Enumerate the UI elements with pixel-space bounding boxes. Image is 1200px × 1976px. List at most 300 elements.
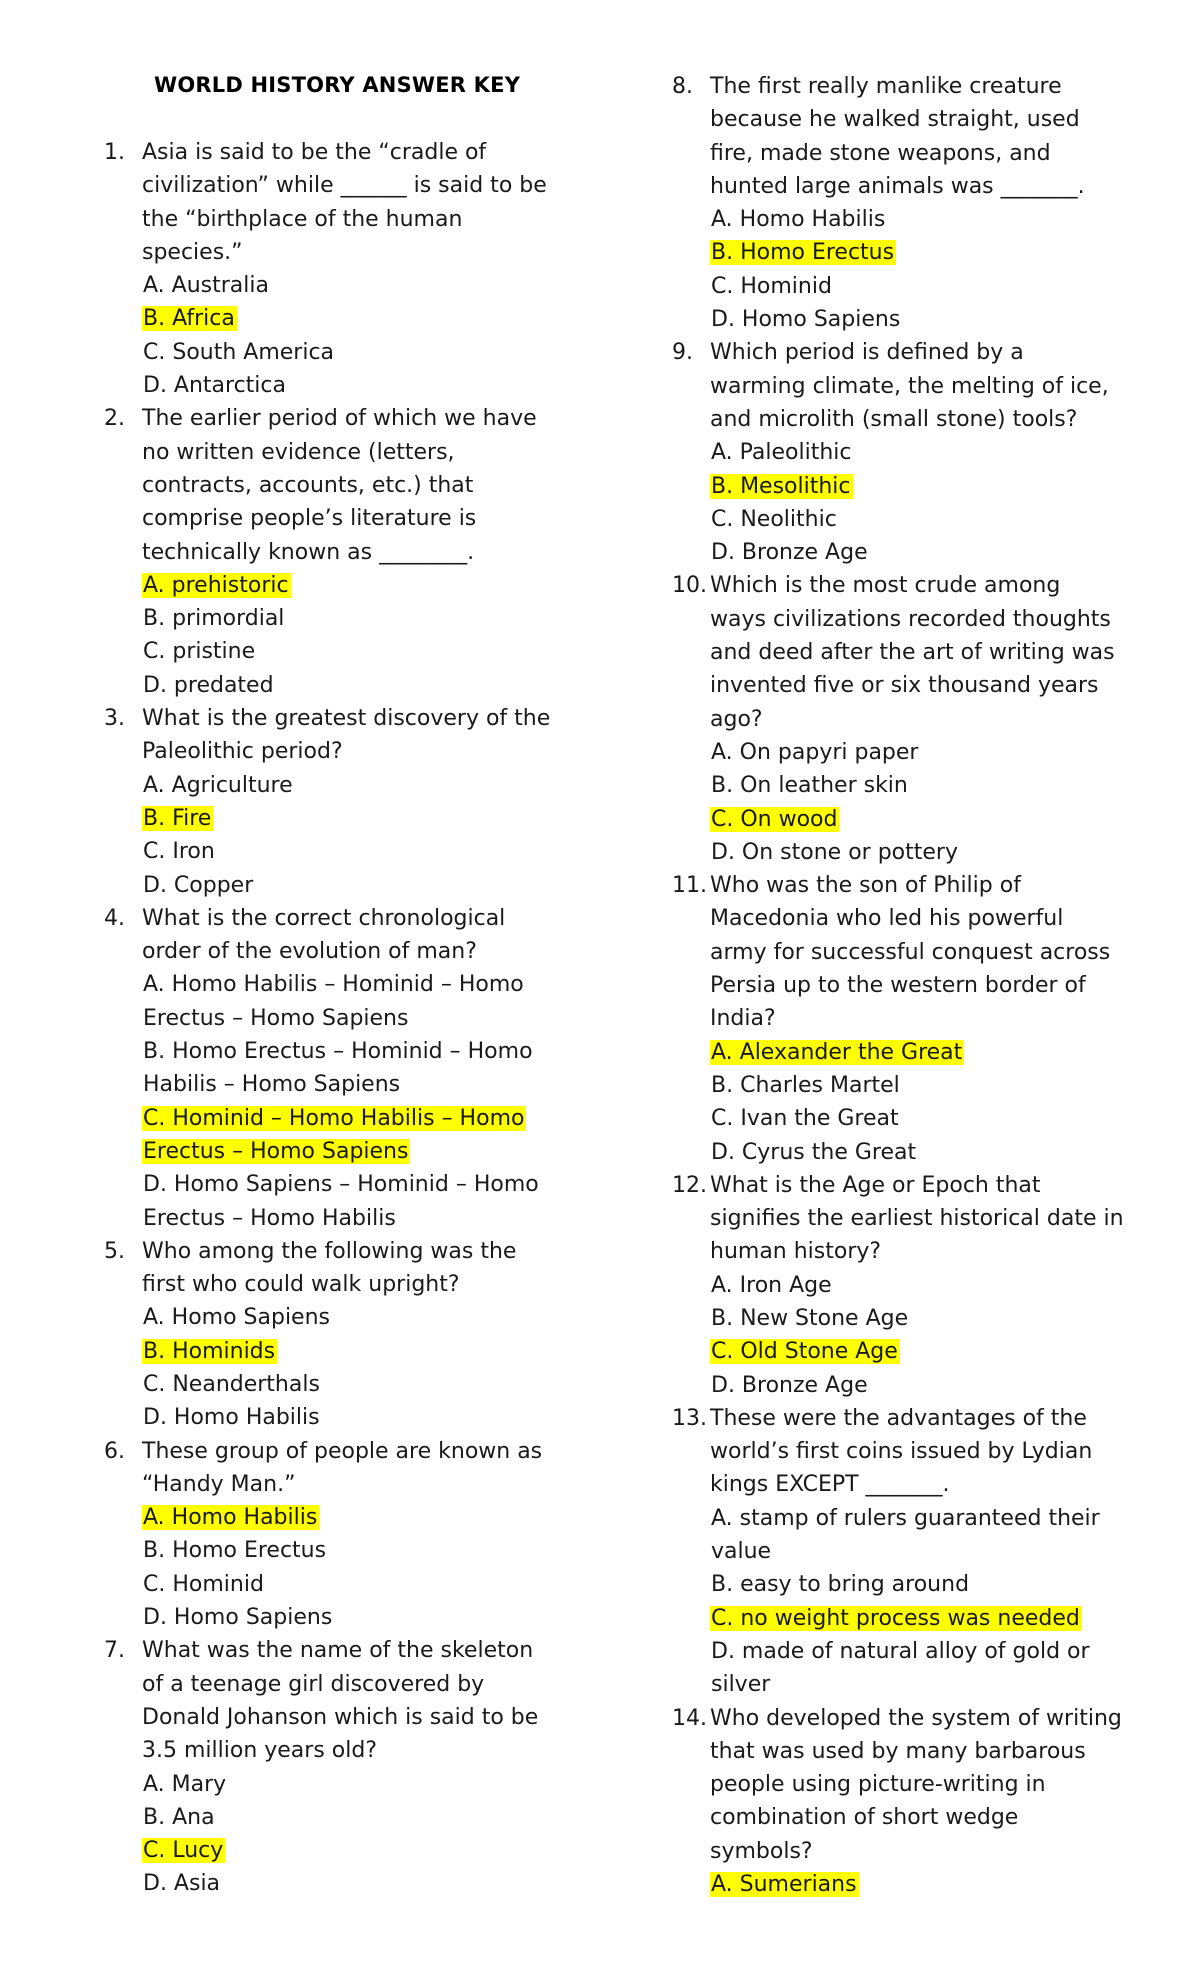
option-line — [710, 836, 1142, 869]
option-line — [710, 1269, 1142, 1302]
answer-option — [672, 503, 1142, 536]
answer-option-correct — [672, 1036, 1142, 1069]
option-line — [710, 1369, 1142, 1402]
question-text-line — [672, 603, 1142, 636]
answer-option — [104, 835, 574, 868]
question-text: India? — [710, 1006, 776, 1032]
answer-option — [672, 270, 1142, 303]
question-text-line — [672, 703, 1142, 736]
option-line — [142, 1834, 574, 1867]
answer-option-correct — [672, 1602, 1142, 1635]
option-line — [142, 1568, 574, 1601]
question-text-line — [672, 336, 1142, 369]
answer-option — [104, 635, 574, 668]
question-text-line — [672, 1235, 1142, 1268]
question-text: These were the advantages of the — [710, 1405, 1087, 1431]
option-text: Erectus – Homo Habilis — [143, 1205, 396, 1231]
question-text-line — [672, 969, 1142, 1002]
question-number: 5. — [104, 1238, 125, 1264]
question-text-line — [672, 669, 1142, 702]
option-text: Erectus – Homo Sapiens — [143, 1005, 409, 1031]
answer-option — [104, 1035, 574, 1102]
option-text: A. Homo Habilis — [711, 207, 886, 233]
option-text: C. no weight process was needed — [711, 1605, 1080, 1631]
question-text: comprise people’s literature is — [142, 506, 477, 532]
option-text: A. Alexander the Great — [711, 1039, 963, 1065]
option-text: C. Hominid – Homo Habilis – Homo — [143, 1105, 525, 1131]
option-text: A. Australia — [143, 273, 269, 299]
option-line — [710, 1136, 1142, 1169]
question-text: fire, made stone weapons, and — [710, 140, 1051, 166]
question-number: 3. — [104, 706, 125, 732]
question-text-line — [104, 1468, 574, 1501]
option-line — [142, 1135, 574, 1168]
option-text: D. Cyrus the Great — [711, 1139, 917, 1165]
answer-option — [104, 1801, 574, 1834]
question-text-line — [104, 1668, 574, 1701]
answer-option — [104, 1568, 574, 1601]
option-line — [710, 470, 1142, 503]
option-text: C. Iron — [143, 839, 215, 865]
answer-option — [104, 1768, 574, 1801]
question-10 — [672, 569, 1142, 869]
answer-option — [104, 1301, 574, 1334]
answer-option — [104, 1534, 574, 1567]
question-7 — [104, 1634, 574, 1900]
question-1 — [104, 136, 574, 402]
option-line — [710, 769, 1142, 802]
answer-option — [104, 1401, 574, 1434]
question-text-line — [104, 735, 574, 768]
question-text-line — [672, 902, 1142, 935]
question-11 — [672, 869, 1142, 1169]
option-line — [142, 1168, 574, 1201]
option-line — [710, 1302, 1142, 1335]
option-line — [710, 536, 1142, 569]
question-text: and deed after the art of writing was — [710, 640, 1115, 666]
option-text: A. Homo Sapiens — [143, 1305, 330, 1331]
question-text-line — [672, 70, 1142, 103]
option-line — [142, 369, 574, 402]
option-line — [142, 1867, 574, 1900]
option-line — [142, 1068, 574, 1101]
option-line — [710, 236, 1142, 269]
answer-option — [672, 436, 1142, 469]
option-line — [710, 1335, 1142, 1368]
question-4 — [104, 902, 574, 1235]
question-text-line — [672, 936, 1142, 969]
option-text: D. Bronze Age — [711, 540, 868, 566]
option-line — [710, 1502, 1142, 1535]
option-line — [142, 1002, 574, 1035]
left-column — [104, 136, 574, 1901]
option-line — [142, 1501, 574, 1534]
question-text-line — [672, 137, 1142, 170]
option-text: D. Antarctica — [143, 373, 286, 399]
question-text: Donald Johanson which is said to be — [142, 1704, 539, 1730]
option-text: B. easy to bring around — [711, 1572, 970, 1598]
question-text: “Handy Man.” — [142, 1471, 296, 1497]
question-text: Which is the most crude among — [710, 573, 1061, 599]
question-text-line — [104, 1268, 574, 1301]
question-number: 14. — [672, 1705, 707, 1731]
answer-option-correct — [104, 1335, 574, 1368]
question-3 — [104, 702, 574, 902]
option-line — [142, 336, 574, 369]
question-text-line — [104, 702, 574, 735]
option-line — [142, 802, 574, 835]
answer-option — [104, 1368, 574, 1401]
answer-option — [672, 1369, 1142, 1402]
question-text: human history? — [710, 1239, 882, 1265]
option-line — [142, 869, 574, 902]
option-text: D. Asia — [143, 1871, 221, 1897]
question-number: 8. — [672, 74, 693, 99]
option-text: A. Sumerians — [711, 1872, 857, 1898]
option-line — [142, 569, 574, 602]
option-text: A. Paleolithic — [711, 440, 852, 466]
answer-option — [104, 369, 574, 402]
question-text-line — [672, 1468, 1142, 1501]
question-5 — [104, 1235, 574, 1435]
option-line — [710, 1668, 1142, 1701]
answer-option — [672, 736, 1142, 769]
question-text-line — [672, 1402, 1142, 1435]
question-12 — [672, 1169, 1142, 1402]
question-text: Asia is said to be the “cradle of — [142, 140, 487, 165]
option-line — [142, 1202, 574, 1235]
answer-option — [672, 1269, 1142, 1302]
option-text: B. On leather skin — [711, 773, 908, 799]
question-text: Which period is defined by a — [710, 340, 1024, 366]
option-line — [142, 1801, 574, 1834]
option-text: D. Copper — [143, 872, 254, 898]
answer-option — [104, 669, 574, 702]
option-line — [142, 1335, 574, 1368]
option-text: C. On wood — [711, 806, 838, 832]
answer-option — [672, 1136, 1142, 1169]
question-13 — [672, 1402, 1142, 1702]
question-text-line — [104, 502, 574, 535]
question-text-line — [104, 1435, 574, 1468]
answer-option — [672, 203, 1142, 236]
question-text: 3.5 million years old? — [142, 1738, 378, 1764]
question-text: contracts, accounts, etc.) that — [142, 472, 474, 498]
question-text-line — [672, 403, 1142, 436]
question-text: ago? — [710, 706, 763, 732]
question-text-line — [104, 1634, 574, 1667]
option-line — [710, 436, 1142, 469]
option-line — [142, 1102, 574, 1135]
answer-option — [104, 968, 574, 1035]
question-number: 13. — [672, 1405, 707, 1431]
option-line — [710, 503, 1142, 536]
question-text: order of the evolution of man? — [142, 939, 477, 965]
answer-option-correct — [104, 302, 574, 335]
question-text: What is the Age or Epoch that — [710, 1172, 1041, 1198]
option-text: B. Homo Erectus — [143, 1538, 327, 1564]
answer-option-correct — [104, 569, 574, 602]
option-text: value — [711, 1539, 772, 1565]
question-14 — [672, 1702, 1142, 1902]
question-number: 7. — [104, 1638, 125, 1664]
answer-option — [672, 1102, 1142, 1135]
answer-option — [104, 1867, 574, 1900]
option-text: C. Old Stone Age — [711, 1339, 898, 1365]
answer-option — [672, 1069, 1142, 1102]
question-text-line — [672, 1169, 1142, 1202]
option-text: D. Homo Habilis — [143, 1405, 320, 1431]
option-line — [142, 1035, 574, 1068]
right-column — [672, 70, 1142, 1901]
option-line — [710, 803, 1142, 836]
question-text: first who could walk upright? — [142, 1272, 460, 1298]
question-text: civilization” while ______ is said to be — [142, 173, 547, 199]
question-text-line — [104, 935, 574, 968]
option-text: A. Homo Habilis – Hominid – Homo — [143, 972, 524, 998]
answer-option-correct — [672, 1335, 1142, 1368]
question-text: Paleolithic period? — [142, 739, 343, 765]
question-number: 2. — [104, 406, 125, 432]
option-line — [142, 1534, 574, 1567]
question-text-line — [672, 1435, 1142, 1468]
question-text: symbols? — [710, 1838, 813, 1864]
option-line — [142, 302, 574, 335]
option-text: A. Agriculture — [143, 772, 293, 798]
option-line — [710, 1102, 1142, 1135]
answer-option — [672, 536, 1142, 569]
question-9 — [672, 336, 1142, 569]
question-text: warming climate, the melting of ice, — [710, 373, 1109, 399]
answer-option — [104, 336, 574, 369]
option-text: C. Ivan the Great — [711, 1106, 899, 1132]
option-line — [142, 1368, 574, 1401]
option-text: C. pristine — [143, 639, 256, 665]
option-text: B. Homo Erectus – Hominid – Homo — [143, 1039, 533, 1065]
question-text-line — [104, 136, 574, 169]
answer-option — [104, 869, 574, 902]
option-line — [142, 968, 574, 1001]
answer-option-correct — [104, 1102, 574, 1169]
option-text: D. made of natural alloy of gold or — [711, 1638, 1090, 1664]
option-line — [710, 270, 1142, 303]
option-line — [710, 1568, 1142, 1601]
question-number: 6. — [104, 1438, 125, 1464]
option-text: B. primordial — [143, 606, 285, 632]
question-text-line — [104, 169, 574, 202]
option-text: B. Mesolithic — [711, 473, 851, 499]
question-text-line — [104, 1701, 574, 1734]
answer-option — [672, 1502, 1142, 1569]
question-text: and microlith (small stone) tools? — [710, 406, 1078, 432]
option-text: A. Mary — [143, 1771, 227, 1797]
option-text: B. Fire — [143, 805, 212, 831]
answer-option-correct — [672, 236, 1142, 269]
option-line — [142, 1768, 574, 1801]
question-text: because he walked straight, used — [710, 107, 1080, 133]
answer-option-correct — [104, 1501, 574, 1534]
option-text: D. Homo Sapiens – Hominid – Homo — [143, 1172, 539, 1198]
answer-option — [104, 1168, 574, 1235]
question-number: 12. — [672, 1172, 707, 1198]
answer-option — [672, 1568, 1142, 1601]
answer-option-correct — [672, 470, 1142, 503]
question-text-line — [672, 569, 1142, 602]
question-text: combination of short wedge — [710, 1805, 1019, 1831]
answer-option-correct — [672, 803, 1142, 836]
option-line — [710, 1602, 1142, 1635]
question-text-line — [104, 1235, 574, 1268]
answer-option-correct — [104, 802, 574, 835]
question-text-line — [104, 536, 574, 569]
answer-option — [104, 269, 574, 302]
option-line — [710, 1868, 1142, 1901]
page-title: WORLD HISTORY ANSWER KEY — [154, 73, 521, 97]
question-number: 9. — [672, 340, 693, 366]
option-text: B. Homo Erectus — [711, 240, 895, 266]
option-line — [710, 1535, 1142, 1568]
question-text-line — [672, 869, 1142, 902]
option-line — [142, 602, 574, 635]
option-text: A. On papyri paper — [711, 739, 919, 765]
question-text: of a teenage girl discovered by — [142, 1671, 485, 1697]
option-line — [710, 1069, 1142, 1102]
question-text-line — [672, 1801, 1142, 1834]
option-text: D. Homo Sapiens — [711, 307, 901, 333]
answer-option — [672, 836, 1142, 869]
question-text-line — [104, 469, 574, 502]
question-text-line — [104, 1734, 574, 1767]
question-text: The first really manlike creature — [710, 74, 1062, 99]
question-text: Persia up to the western border of — [710, 973, 1086, 999]
option-text: C. Neolithic — [711, 506, 837, 532]
option-line — [142, 1401, 574, 1434]
question-text: Who was the son of Philip of — [710, 873, 1021, 899]
option-text: silver — [711, 1672, 771, 1698]
question-text: What is the greatest discovery of the — [142, 706, 551, 732]
option-text: Erectus – Homo Sapiens — [143, 1138, 409, 1164]
answer-option — [672, 1635, 1142, 1702]
option-text: A. Homo Habilis — [143, 1505, 318, 1531]
question-text-line — [672, 636, 1142, 669]
option-line — [710, 1635, 1142, 1668]
question-text: kings EXCEPT _______. — [710, 1472, 950, 1498]
question-text: army for successful conquest across — [710, 939, 1111, 965]
question-2 — [104, 402, 574, 702]
question-text-line — [104, 436, 574, 469]
question-text: hunted large animals was _______. — [710, 173, 1085, 199]
answer-option-correct — [672, 1868, 1142, 1901]
option-text: B. Africa — [143, 306, 235, 332]
option-line — [142, 1601, 574, 1634]
option-line — [142, 1301, 574, 1334]
question-text-line — [672, 1735, 1142, 1768]
option-text: D. Bronze Age — [711, 1372, 868, 1398]
question-number: 11. — [672, 873, 707, 899]
question-number: 10. — [672, 573, 707, 599]
answer-option — [104, 1601, 574, 1634]
option-text: A. stamp of rulers guaranteed their — [711, 1505, 1100, 1531]
question-text-line — [672, 1202, 1142, 1235]
question-number: 1. — [104, 140, 125, 165]
option-text: A. prehistoric — [143, 572, 289, 598]
question-text-line — [672, 103, 1142, 136]
option-line — [710, 303, 1142, 336]
question-text: technically known as ________. — [142, 539, 475, 565]
option-text: B. New Stone Age — [711, 1305, 909, 1331]
question-text: Who among the following was the — [142, 1238, 517, 1264]
question-text: The earlier period of which we have — [142, 406, 537, 432]
option-text: D. Homo Sapiens — [143, 1605, 333, 1631]
option-text: B. Hominids — [143, 1338, 276, 1364]
option-text: D. predated — [143, 672, 274, 698]
question-text-line — [672, 1768, 1142, 1801]
question-6 — [104, 1435, 574, 1635]
question-text-line — [104, 902, 574, 935]
option-line — [710, 203, 1142, 236]
question-text-line — [104, 236, 574, 269]
question-text-line — [672, 1835, 1142, 1868]
question-text: What was the name of the skeleton — [142, 1638, 534, 1664]
answer-option-correct — [104, 1834, 574, 1867]
question-text-line — [672, 1702, 1142, 1735]
question-text: that was used by many barbarous — [710, 1738, 1086, 1764]
option-text: C. Hominid — [711, 273, 832, 299]
answer-option — [104, 602, 574, 635]
question-text-line — [104, 402, 574, 435]
question-text: What is the correct chronological — [142, 905, 506, 931]
option-line — [142, 835, 574, 868]
answer-option — [672, 769, 1142, 802]
question-8 — [672, 70, 1142, 336]
option-text: A. Iron Age — [711, 1272, 832, 1298]
question-text-line — [672, 370, 1142, 403]
answer-option — [672, 303, 1142, 336]
question-text: signifies the earliest historical date in — [710, 1206, 1124, 1232]
option-line — [142, 635, 574, 668]
question-text: Who developed the system of writing — [710, 1705, 1122, 1731]
question-text: invented five or six thousand years — [710, 673, 1099, 699]
answer-option — [672, 1302, 1142, 1335]
question-text: no written evidence (letters, — [142, 439, 455, 465]
question-text: species.” — [142, 239, 243, 265]
question-text-line — [672, 1002, 1142, 1035]
question-text: Macedonia who led his powerful — [710, 906, 1064, 932]
option-line — [710, 1036, 1142, 1069]
option-text: C. Hominid — [143, 1571, 264, 1597]
option-line — [142, 669, 574, 702]
option-line — [142, 269, 574, 302]
option-text: B. Charles Martel — [711, 1072, 900, 1098]
option-text: C. Lucy — [143, 1838, 224, 1864]
option-text: B. Ana — [143, 1804, 215, 1830]
question-text: the “birthplace of the human — [142, 206, 463, 232]
option-line — [142, 769, 574, 802]
option-text: C. Neanderthals — [143, 1371, 320, 1397]
question-text: world’s first coins issued by Lydian — [710, 1439, 1093, 1465]
option-text: Habilis – Homo Sapiens — [143, 1072, 401, 1098]
option-line — [710, 736, 1142, 769]
question-text: ways civilizations recorded thoughts — [710, 606, 1111, 632]
question-number: 4. — [104, 905, 125, 931]
option-text: C. South America — [143, 339, 335, 365]
answer-option — [104, 769, 574, 802]
question-text-line — [672, 170, 1142, 203]
question-text: people using picture-writing in — [710, 1772, 1046, 1798]
question-text: These group of people are known as — [142, 1438, 543, 1464]
option-text: D. On stone or pottery — [711, 839, 958, 865]
question-text-line — [104, 203, 574, 236]
